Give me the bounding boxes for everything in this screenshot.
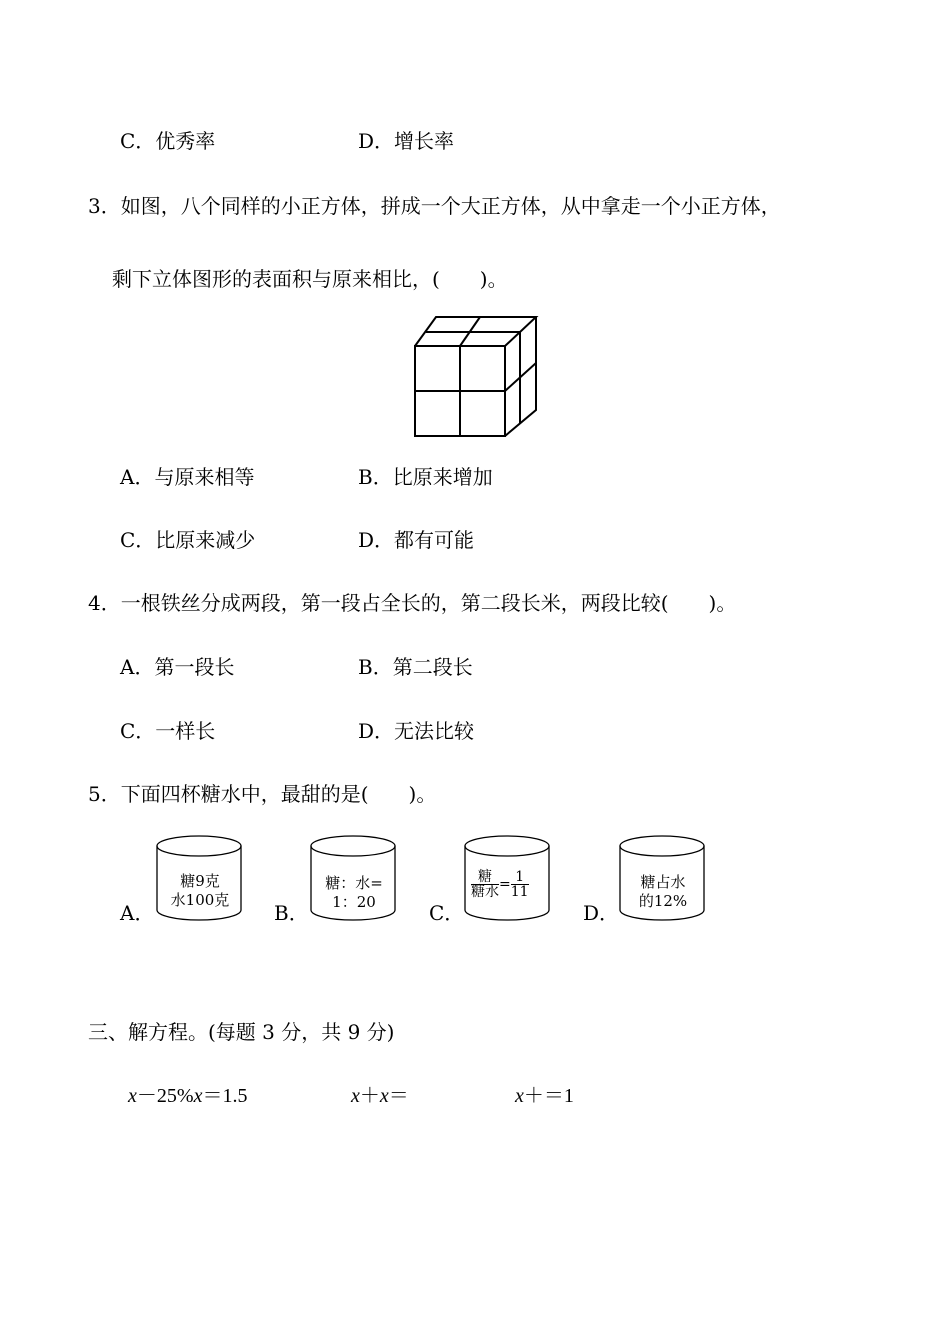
cup-d-line1: 糖占水 bbox=[640, 873, 686, 891]
eq1-rhs: ＝1.5 bbox=[202, 1085, 248, 1107]
cup-c-frac-den: 糖水 bbox=[471, 884, 499, 900]
cup-a-letter: A． bbox=[120, 901, 155, 925]
cup-c-letter: C． bbox=[429, 901, 465, 925]
cup-a-line2: 水100克 bbox=[170, 891, 230, 909]
equation-2 bbox=[351, 1084, 409, 1108]
q4-option-d: D．无法比较 bbox=[358, 719, 475, 743]
cup-b-line2: 1：20 bbox=[332, 893, 376, 911]
q2-option-d: D．增长率 bbox=[358, 129, 455, 153]
q3-option-c: C．比原来减少 bbox=[120, 528, 256, 552]
equation-1 bbox=[128, 1084, 247, 1108]
q3-text-line1: 3．如图，八个同样的小正方体，拼成一个大正方体，从中拿走一个小正方体， bbox=[88, 194, 781, 218]
eq2-rhs: ＝ bbox=[388, 1085, 409, 1107]
q3-option-d: D．都有可能 bbox=[358, 528, 475, 552]
equation-3 bbox=[515, 1084, 574, 1108]
cup-b-line1: 糖：水= bbox=[325, 874, 383, 892]
cup-d-letter: D． bbox=[583, 901, 620, 925]
cup-c-frac-left bbox=[471, 870, 499, 899]
cup-c-frac-right bbox=[511, 870, 529, 899]
cup-c-val-den: 11 bbox=[510, 884, 529, 900]
eq1-term: －25% bbox=[136, 1085, 194, 1107]
eq1-var-x2: x bbox=[193, 1085, 203, 1107]
q4-option-b: B．第二段长 bbox=[358, 655, 473, 679]
eq3-rhs: ＋＝1 bbox=[523, 1085, 574, 1107]
q4-option-a: A．第一段长 bbox=[120, 655, 235, 679]
q4-option-c: C．一样长 bbox=[120, 719, 216, 743]
cube-figure bbox=[410, 312, 540, 442]
cup-c-ratio bbox=[471, 870, 551, 899]
cup-c-frac-num: 糖 bbox=[471, 870, 499, 885]
section3-heading: 三、解方程。(每题 3 分，共 9 分) bbox=[88, 1020, 395, 1044]
q3-option-b: B．比原来增加 bbox=[358, 465, 493, 489]
cup-a-line1: 糖9克 bbox=[180, 872, 220, 890]
q3-option-a: A．与原来相等 bbox=[120, 465, 255, 489]
cup-b-letter: B． bbox=[274, 901, 309, 925]
cup-c-val-num: 1 bbox=[511, 870, 529, 885]
q2-option-c: C．优秀率 bbox=[120, 129, 216, 153]
eq1-var-x: x bbox=[128, 1085, 137, 1107]
q4-text: 4．一根铁丝分成两段，第一段占全长的，第二段长米，两段比较( )。 bbox=[88, 591, 737, 615]
eq2-op: ＋ bbox=[359, 1085, 380, 1107]
q3-text-line2: 剩下立体图形的表面积与原来相比，( )。 bbox=[112, 267, 508, 291]
eq3-var-x: x bbox=[515, 1085, 524, 1107]
cup-c-equals: = bbox=[499, 876, 511, 893]
eq2-var-x: x bbox=[351, 1085, 360, 1107]
eq2-var-x2: x bbox=[379, 1085, 389, 1107]
q5-text: 5．下面四杯糖水中，最甜的是( )。 bbox=[88, 782, 437, 806]
cup-d-line2: 的12% bbox=[638, 892, 688, 910]
